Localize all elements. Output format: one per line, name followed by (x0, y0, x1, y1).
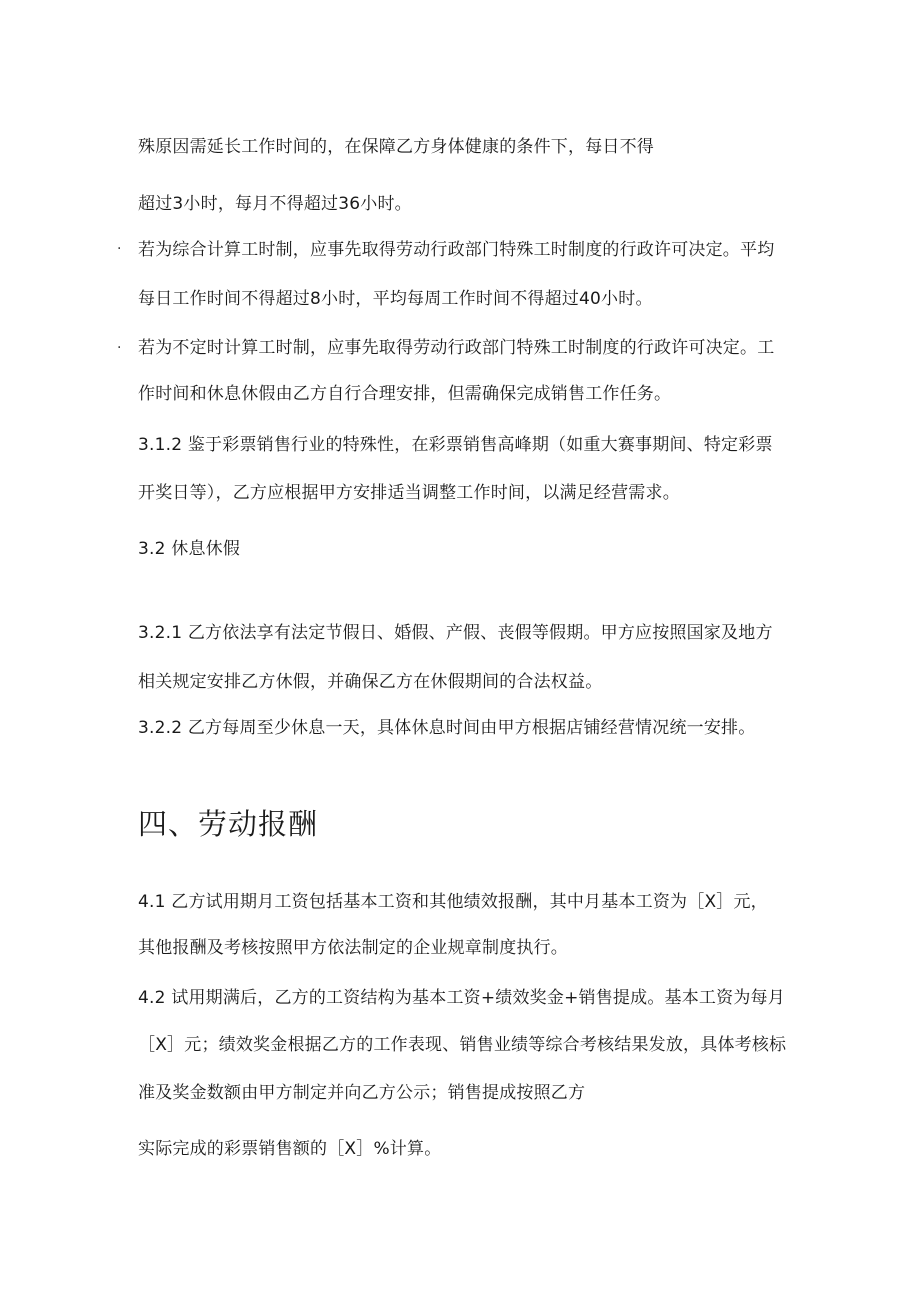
clause-4-2: 4.2 试用期满后，乙方的工资结构为基本工资+绩效奖金+销售提成。基本工资为每月 (138, 988, 785, 1008)
clause-3-2-1: 3.2.1 乙方依法享有法定节假日、婚假、产假、丧假等假期。甲方应按照国家及地方 (138, 623, 773, 643)
list-item-line: 若为综合计算工时制，应事先取得劳动行政部门特殊工时制度的行政许可决定。平均 (138, 240, 775, 260)
clause-4-1-cont: 其他报酬及考核按照甲方依法制定的企业规章制度执行。 (138, 938, 568, 958)
bullet-marker: · (117, 241, 122, 257)
chapter-heading: 四、劳动报酬 (138, 807, 319, 841)
list-item-line: 若为不定时计算工时制，应事先取得劳动行政部门特殊工时制度的行政许可决定。工 (138, 338, 775, 358)
paragraph-line: 超过3小时，每月不得超过36小时。 (138, 194, 412, 214)
clause-3-2-2: 3.2.2 乙方每周至少休息一天，具体休息时间由甲方根据店铺经营情况统一安排。 (138, 718, 756, 738)
clause-4-2-cont: 实际完成的彩票销售额的［X］%计算。 (138, 1139, 442, 1159)
bullet-marker: · (117, 340, 122, 356)
clause-4-1: 4.1 乙方试用期月工资包括基本工资和其他绩效报酬，其中月基本工资为［X］元， (138, 892, 768, 912)
clause-4-2-cont: 准及奖金数额由甲方制定并向乙方公示；销售提成按照乙方 (138, 1083, 586, 1103)
clause-4-2-cont: ［X］元；绩效奖金根据乙方的工作表现、销售业绩等综合考核结果发放，具体考核标 (138, 1035, 787, 1055)
section-3-2-title: 3.2 休息休假 (138, 539, 241, 559)
list-item-line: 作时间和休息休假由乙方自行合理安排，但需确保完成销售工作任务。 (138, 384, 672, 404)
clause-3-1-2-cont: 开奖日等），乙方应根据甲方安排适当调整工作时间，以满足经营需求。 (138, 483, 680, 503)
list-item-line: 每日工作时间不得超过8小时，平均每周工作时间不得超过40小时。 (138, 289, 653, 309)
clause-3-1-2: 3.1.2 鉴于彩票销售行业的特殊性，在彩票销售高峰期（如重大赛事期间、特定彩票 (138, 435, 773, 455)
clause-3-2-1-cont: 相关规定安排乙方休假，并确保乙方在休假期间的合法权益。 (138, 672, 603, 692)
paragraph-line: 殊原因需延长工作时间的，在保障乙方身体健康的条件下，每日不得 (138, 137, 654, 157)
